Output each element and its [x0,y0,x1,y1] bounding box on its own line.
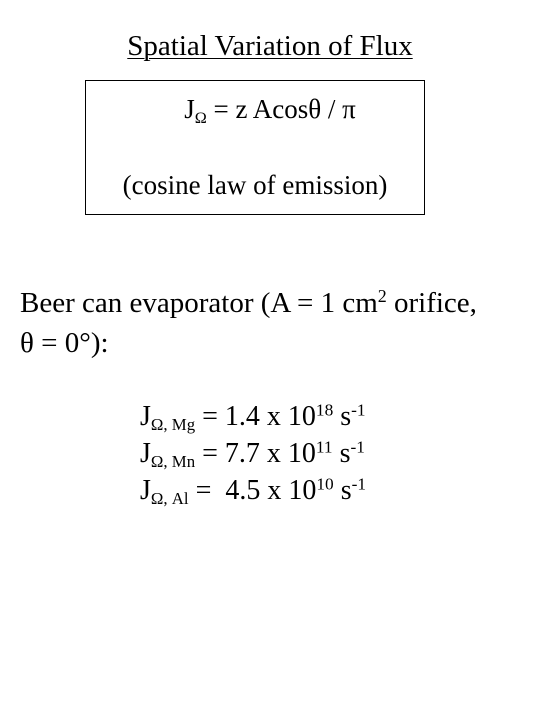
result-line: $J_{\Omega, Al} = 4.5$ x $10^{10}$ $s^{-1}$ [140,474,367,509]
description-paragraph [20,283,477,363]
result-line: $J_{\Omega, Mg} = 1.4$ x $10^{18}$ $s^{-1}$ [140,400,366,435]
formula-rhs: = z Acosθ / π [206,94,356,124]
slide-title: Spatial Variation of Flux [127,30,413,62]
formula-lhs: J [184,94,195,124]
area-exponent: 2 [377,286,387,307]
paragraph-line-2: θ = 0°): [20,327,109,359]
flux-results [140,398,366,509]
formula-lhs-subscript: Ω [194,108,207,127]
formula [0,94,540,125]
result-line: $J_{\Omega, Mn} = 7.7$ x $10^{11}$ $s^{-1}$ [140,437,365,472]
formula-note: (cosine law of emission) [122,170,388,200]
paragraph-line-1: Beer can evaporator (A = 1 $cm^2$ orifice, [20,286,477,319]
